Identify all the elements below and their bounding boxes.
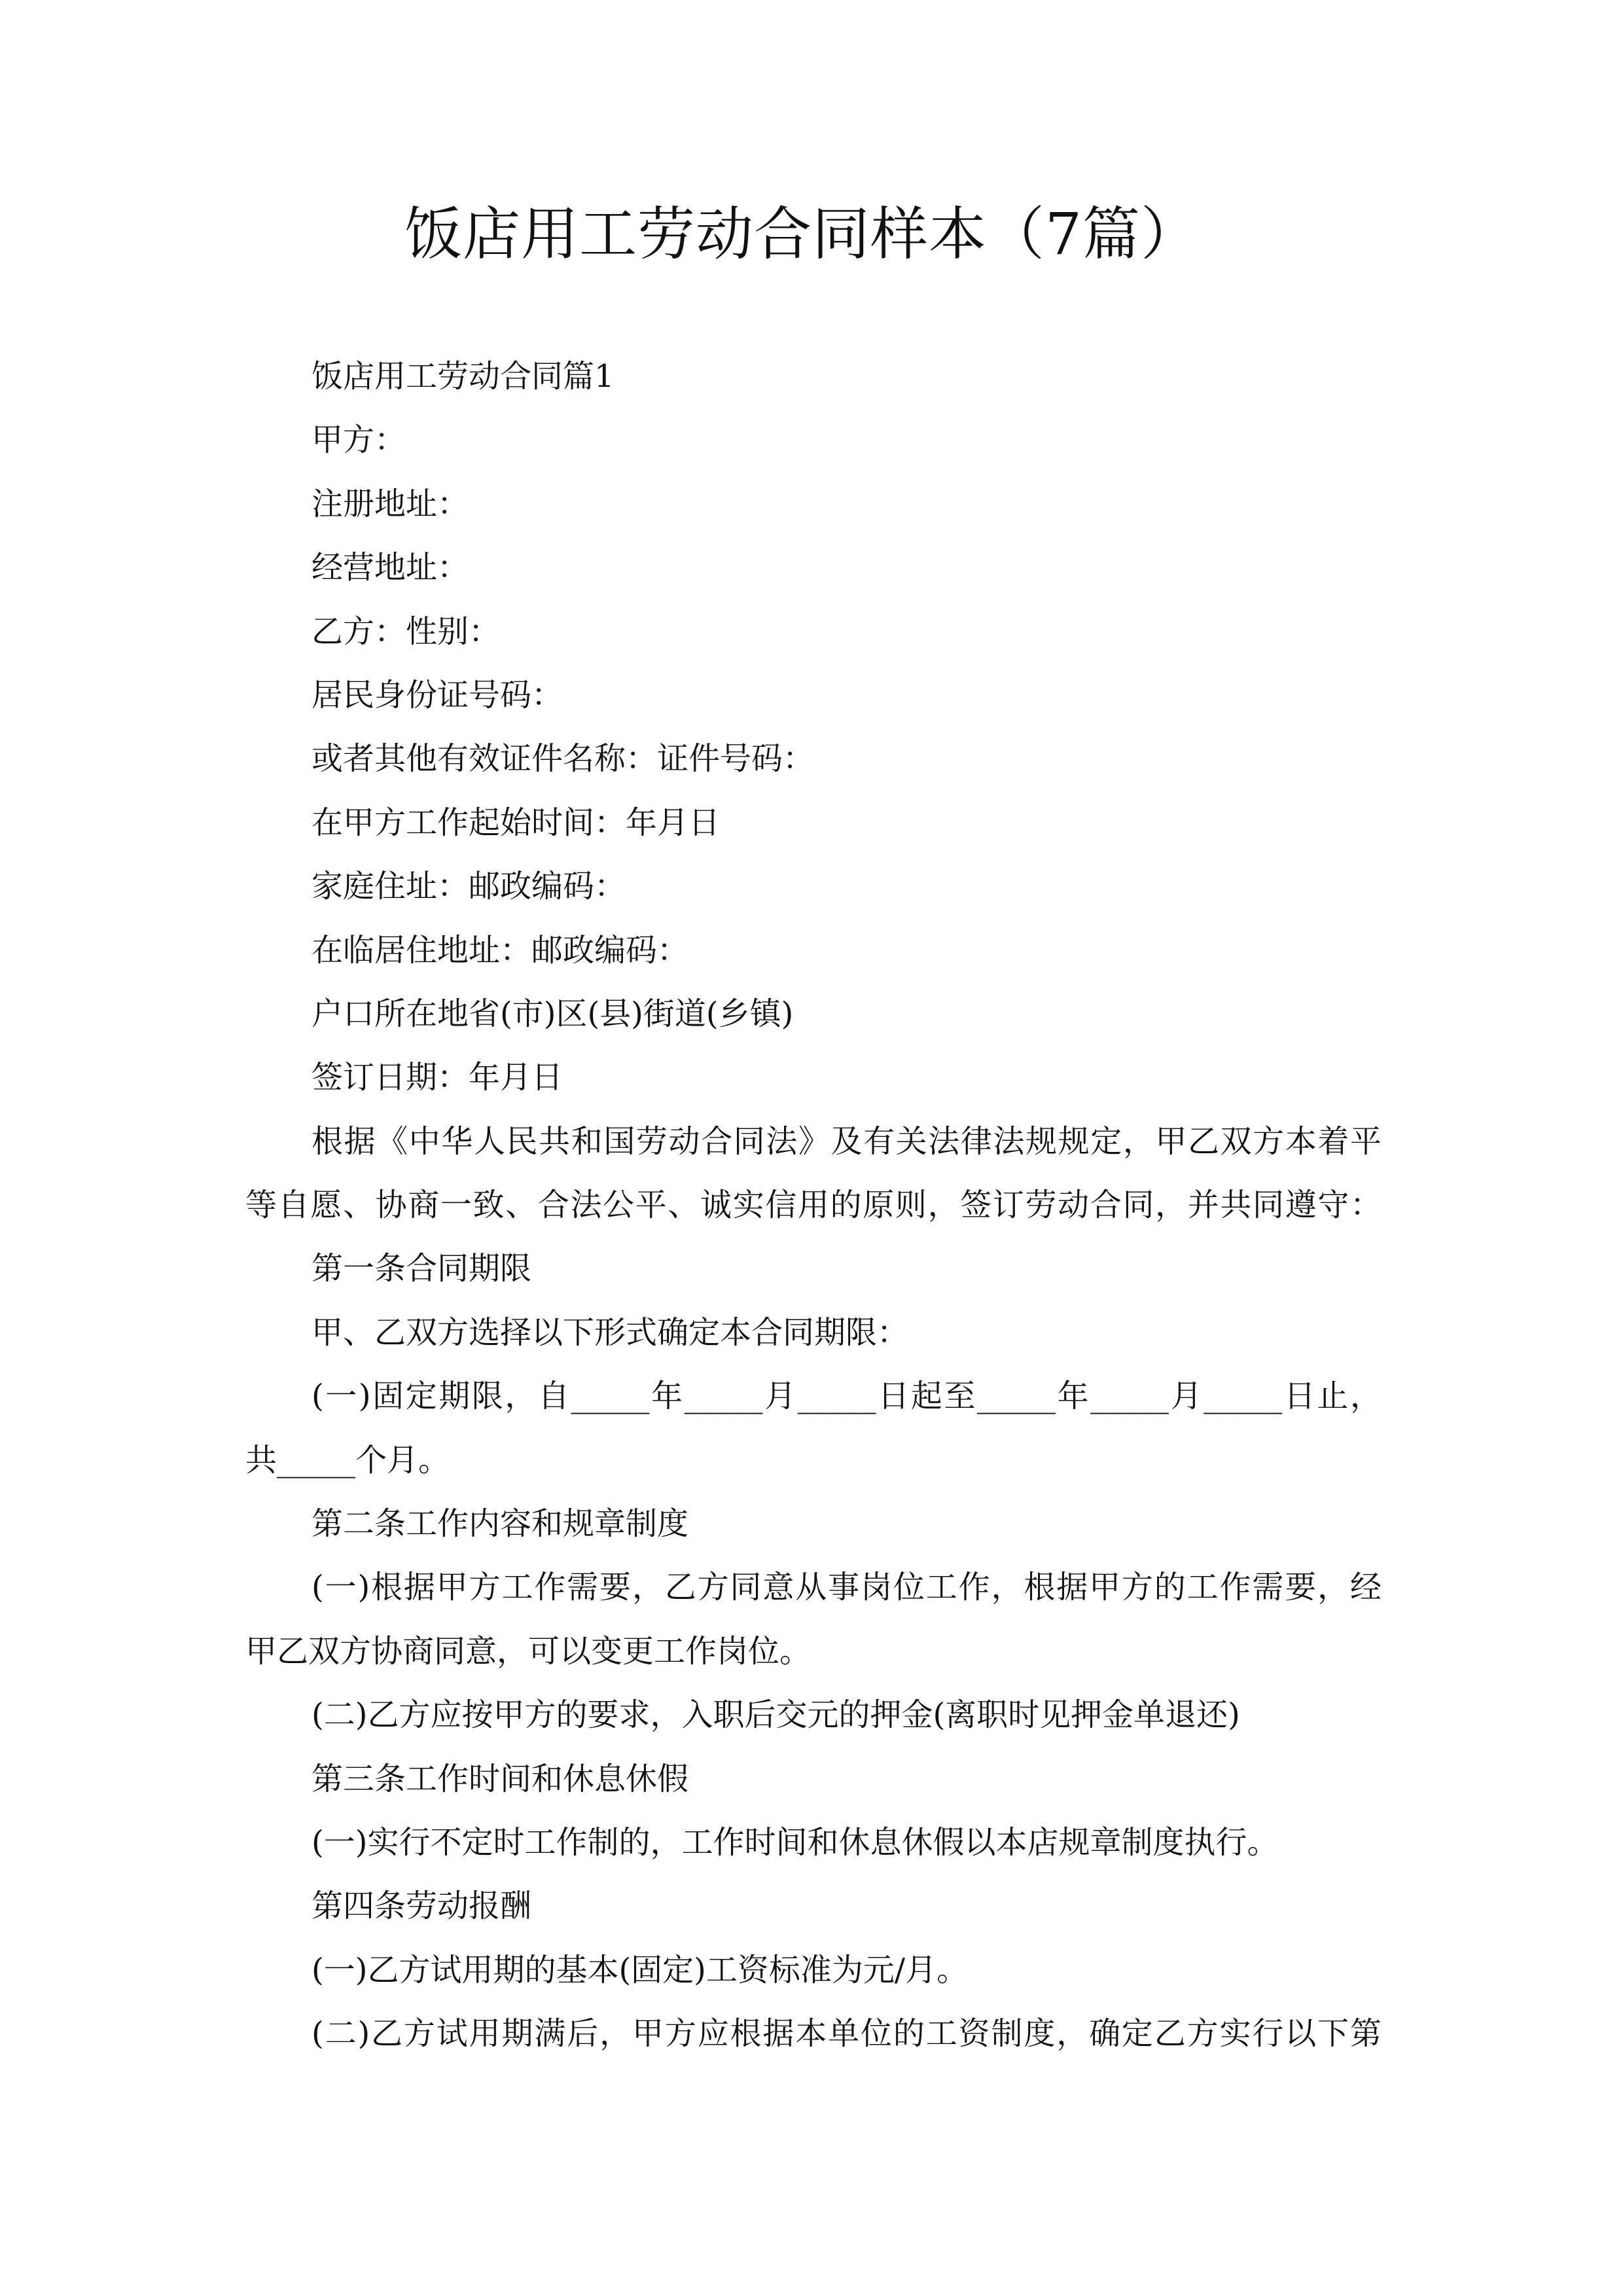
paragraph-line: 甲乙双方协商同意，可以变更工作岗位。 (245, 1632, 812, 1670)
paragraph-line: 第三条工作时间和休息休假 (312, 1760, 689, 1797)
paragraph-line: 第四条劳动报酬 (312, 1888, 532, 1925)
paragraph-line: (一)固定期限，自_____年_____月_____日起至_____年_____月_____日止， (312, 1378, 1382, 1415)
paragraph-line: (一)根据甲方工作需要，乙方同意从事岗位工作，根据甲方的工作需要，经 (312, 1569, 1382, 1606)
paragraph-line: (一)实行不定时工作制的，工作时间和休息休假以本店规章制度执行。 (312, 1823, 1279, 1861)
paragraph-line: 注册地址： (312, 485, 469, 522)
paragraph-line: 签订日期：年月日 (312, 1059, 563, 1096)
paragraph-line: 共_____个月。 (245, 1441, 450, 1479)
paragraph-line: 户口所在地省(市)区(县)街道(乡镇) (312, 995, 794, 1032)
document-body (245, 345, 1382, 2066)
document-title: 饭店用工劳动合同样本（7篇） (404, 200, 1199, 268)
paragraph-line: 在甲方工作起始时间：年月日 (312, 804, 721, 841)
paragraph-line: 经营地址： (312, 549, 469, 586)
paragraph-line: 在临居住地址：邮政编码： (312, 931, 689, 969)
paragraph-line: 第一条合同期限 (312, 1250, 532, 1287)
paragraph-line: 或者其他有效证件名称：证件号码： (312, 740, 815, 778)
paragraph-line: 饭店用工劳动合同篇1 (312, 358, 615, 395)
paragraph-line: 甲方： (312, 422, 406, 459)
paragraph-line: 家庭住址：邮政编码： (312, 868, 626, 905)
paragraph-line: 根据《中华人民共和国劳动合同法》及有关法律法规规定，甲乙双方本着平 (312, 1122, 1382, 1160)
paragraph-line: 第二条工作内容和规章制度 (312, 1505, 689, 1543)
paragraph-line: 等自愿、协商一致、合法公平、诚实信用的原则，签订劳动合同，并共同遵守： (245, 1187, 1382, 1224)
paragraph-line: (二)乙方应按甲方的要求，入职后交元的押金(离职时见押金单退还) (312, 1696, 1240, 1734)
paragraph-line: 甲、乙双方选择以下形式确定本合同期限： (312, 1314, 909, 1351)
paragraph-line: 居民身份证号码： (312, 676, 563, 713)
paragraph-line: (二)乙方试用期满后，甲方应根据本单位的工资制度，确定乙方实行以下第 (312, 2015, 1382, 2053)
paragraph-line: (一)乙方试用期的基本(固定)工资标准为元/月。 (312, 1951, 969, 1988)
paragraph-line: 乙方：性别： (312, 613, 501, 650)
